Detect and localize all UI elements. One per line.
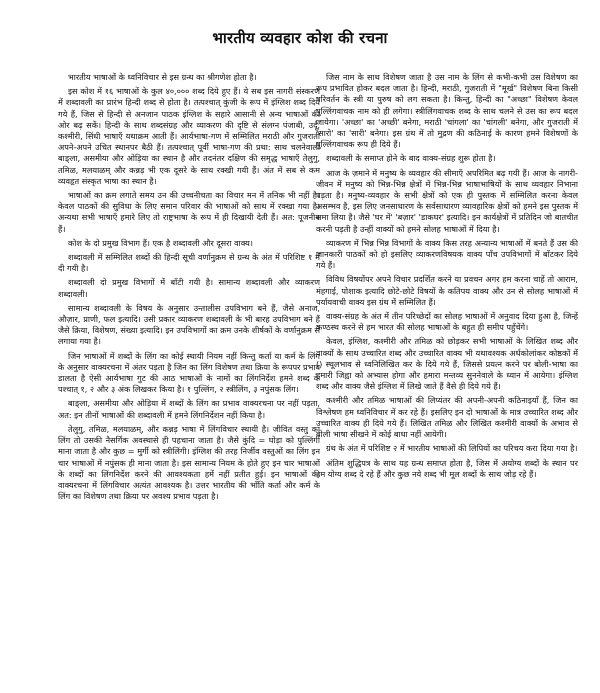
- paragraph: भारतीय भाषाओं के ध्वनिविचार से इस ग्रन्थ का श्रीगणेश होता है।: [68, 72, 257, 82]
- left-column: [58, 72, 320, 686]
- paragraph: आज के ज़माने में मनुष्य के व्यवहार की सीमाएँ अपरिमित बढ़ गयी हैं। आज के नागरी-जीवन में मनुष्य को भिन्न-भिन्न क्षेत्रों में भिन्न-भिन्न भाषाभाषियों के साथ व्यवहार निभाना पड़ता है। मनुष्य-व्यवहार के सभी क्षेत्रों को एक ही पुस्तक में सम्मिलित करना केवल असम्भव है, इस लिए जनसाधारण के सर्वसाधारण व्यावहारिक क्षेत्रों को हमने इस पुस्तक में समा लिया है। जैसे 'घर में' 'बज़ार' 'डाकघर' इत्यादि। इन कार्यक्षेत्रों में प्रतिदिन जो बातचीत करनी पड़ती है उन्हीं वाक्यों को हमने सोलह भाषाओं में दिया है।: [316, 167, 578, 234]
- paragraph: सामान्य शब्दावली के विषय के अनुसार उन्तालीस उपविभाग बने हैं, जैसे अनाज, औज़ार, प्राणी, फल इत्यादि। उसी प्रकार व्याकरण शब्दावली के भी बारह उपविभाग बने हैं जैसे क्रिया, विशेषण, संख्या इत्यादि। इन उपविभागों का क्रम उनके शीर्षकों के वर्णानुक्रम से लगाया गया है।: [58, 302, 320, 347]
- paragraph: शब्दावली के समाप्त होने के बाद वाक्य-संग्रह शुरू होता है।: [326, 153, 496, 164]
- paragraph: शब्दावली में सम्मिलित शब्दों की हिन्दी सूची वर्णानुक्रम से ग्रन्थ के अंत में परिशिष्ट १ में दी गयी है।: [58, 252, 320, 274]
- paragraph: तेलुगु, तमिळ, मलयाळम्, और कन्नड़ भाषा में लिंगविचार स्थायी है। जीवित वस्तु का लिंग तो उसकी नैसर्गिक अवस्थासे ही पहचाना जाता है। जैसे कुंदि = घोड़ा को पुल्लिंगी माना जाता है और कुछ = मुर्गी को स्त्रीलिंगी। इंग्लिश की तरह निर्जीव वस्तुओं का लिंग इन चार भाषाओं में नपुंसक ही माना जाता है। इस सामान्य नियम के होते हुए इन चार भाषाओं के शब्दों का लिंगनिर्देश करने की आवश्यकता हमें नहीं प्रतीत हुई। इन भाषाओं की वाक्यरचना में लिंगविचार अत्यंत आवश्यक है। उत्तर भारतीय की भाँति कर्ता और कर्म के लिंग का विशेषण तथा क्रिया पर अवश्य प्रभाव पड़ता है।: [58, 423, 320, 502]
- page-title: भारतीय व्यवहार कोश की रचना: [212, 29, 388, 47]
- right-column: [316, 72, 578, 686]
- paragraph: विविध विषयोंपर अपने विचार प्रदर्शित करने या प्रवचन अगर हम करना चाहें तो आराम, मंहगाई, पोशाक इत्यादि छोटे-छोटे विषयों के कतिपय वाक्य और उन से सोलह भाषाओं में पर्यायवाची वाक्य इस ग्रंथ में सम्मिलित हैं।: [316, 274, 578, 307]
- paragraph: बाङ्ला, असमीया और ओड़िया में शब्दों के लिंग का प्रभाव वाक्यरचना पर नहीं पड़ता, अत: इन तीनों भाषाओं की शब्दावली में हमने लिंगनिर्देशन नहीं किया है।: [58, 398, 320, 420]
- paragraph: अंतिम शुद्धिपत्र के साथ यह ग्रन्थ समाप्त होता है, जिस में अयोग्य शब्दों के स्थान पर हम योग्य शब्द दे रहे हैं और कुछ नये शब्द भी मूल शब्दों के साथ जोड़ रहे हैं।: [316, 457, 578, 479]
- paragraph: कोश के दो प्रमुख विभाग हैं। एक है शब्दावली और दूसरा वाक्य।: [68, 237, 253, 248]
- paragraph: इस कोश में १६ भाषाओं के कुल ४०,००० शब्द दिये हुए हैं। ये सब इस नागरी संस्करण में शब्दावली का प्रारंभ हिन्दी शब्द से होता है। तत्पश्चात् कुंजी के रूप में इंग्लिश शब्द दिये गये हैं, जिस से हिन्दी से अनजान पाठक इंग्लिश के सहारे आसानी से अन्य भाषाओं की ओर बढ़ सकें। हिन्दी के साथ शब्दसंग्रह और व्याकरण की दृष्टि से संलग्न पंजाबी, उर्दू, कश्मीरी, सिंधी भाषाएँ यथाक्रम आती हैं। आर्यभाषा-गण में सम्मिलित मराठी और गुजराती अपने-अपने उचित स्थानपर बैठी हैं। तत्पश्चात् पूर्वी भाषा-गण की प्रथा: साथ चलनेवाली बाङ्ला, असमीया और ओड़िया का स्थान है और तदनंतर दक्षिण की समृद्ध भाषाएँ तेलुगु, तमिळ, मलयाळम् और कन्नड़ भी एक दूसरे के साथ रक्खी गयी हैं। अंत में सब से कम व्यवहृत संस्कृत भाषा का स्थान है।: [58, 86, 320, 186]
- paragraph: केवल, इंग्लिश, कश्मीरी और तमिळ को छोड़कर सभी भाषाओं के लिखित शब्द और वाक्यों के साथ उच्चारित शब्द और उच्चारित वाक्य भी यथावश्यक अर्धकोलांकर कोष्ठकों में () स्थूलभाव से ध्वनिलिखित कर के दिये गये हैं, जिससे प्रयत्न करने पर बोली-भाषा का हमारी जिह्वा को अभ्यास होगा और हमारा मन्तव्य सुननेवाले के ध्यान में आयेगा। इंग्लिश शब्द और वाक्य जैसे इंग्लिश में लिखे जाते हैं वैसे ही दिये गये हैं।: [316, 336, 578, 392]
- paragraph: जिस नाम के साथ विशेषण जाता है उस नाम के लिंग से कभी-कभी उस विशेषण का रूप प्रभावित होकर बदल जाता है। हिन्दी, मराठी, गुजराती में "मूर्ख" विशेषण बिना किसी परिवर्तन के स्त्री या पुरुष को लग सकता है। किन्तु, हिन्दी का "अच्छा" विशेषण केवल पुल्लिंगवाचक नाम को ही लगेगा। स्त्रीलिंगवाचक शब्द के साथ चलने से उस का रूप बदल जायेगा। 'अच्छा' का 'अच्छी' बनेगा, मराठी 'चांगला' का 'चांगली' बनेगा, और गुजराती में 'सारो' का 'सारी' बनेगा। इस ग्रंथ में तो मुद्रण की कठिनाई के कारण हमने विशेषणों के पुल्लिंगवाचक रूप ही दिये हैं।: [316, 72, 578, 150]
- paragraph: वाक्य-संग्रह के अंत में तीन परिच्छेदों का सोलह भाषाओं में अनुवाद दिया हुआ है, जिन्हें कण्ठस्थ करने से हम भारत की सोलह भाषाओं के बहुत ही समीप पहुँचेंगे।: [316, 311, 578, 333]
- paragraph: भाषाओं का क्रम लगाते समय उन की उच्चनीचता का विचार मन में तनिक भी नहीं है। केवल पाठकों की सुविधा के लिए समान परिवार की भाषाओं को साथ में रक्खा गया है। अन्यथा सभी भाषाएँ हमारे लिए तो राष्ट्रभाषा के रूप में ही दिखायी देती हैं। अत: पूजनीय हैं।: [58, 190, 320, 234]
- paragraph: शब्दावली दो प्रमुख विभागों में बाँटी गयी है। सामान्य शब्दावली और व्याकरण शब्दावली।: [58, 277, 320, 299]
- paragraph: व्याकरण में भिन्न भिन्न विभागों के वाक्य किस तरह अन्यान्य भाषाओं में बनते हैं उस की जानकारी पाठकों को हो इसलिए व्याकरणविषयक वाक्य पाँच उपविभागों में बाँटकर दिये गये हैं।: [316, 237, 578, 271]
- paragraph: जिन भाषाओं में शब्दों के लिंग का कोई स्थायी नियम नहीं किन्तु कर्ता या कर्म के लिंग के अनुसार वाक्यरचना में अंतर पड़ता है जिन का लिंग विशेषण तथा क्रिया के रूपपर प्रभाव डालता है ऐसी आर्यभाषा गुट की आठ भाषाओं के नामों का लिंगनिर्देश हमने शब्द के पश्चात् १, २ और ३ अंक लिखकर किया है। १ पुल्लिंग, २ स्त्रीलिंग, ३ नपुंसक लिंग।: [58, 350, 320, 395]
- paragraph: ग्रंथ के अंत में परिशिष्ट २ में भारतीय भाषाओं की लिपियों का परिचय करा दिया गया है।: [326, 443, 578, 454]
- paragraph: कश्मीरी और तमिळ भाषाओं की लिप्यंतर की अपनी-अपनी कठिनाइयाँ हैं, जिन का विश्लेषण हम ध्वनिविचार में कर रहे हैं। इसलिए इन दो भाषाओं के मात्र उच्चारित शब्द और उच्चारित वाक्य ही दिये गये हैं। लिखित तमिळ और लिखित कश्मीरी वाक्यों के अभाव से बोली भाषा सीखने में कोई बाधा नहीं आयेगी।: [316, 395, 578, 440]
